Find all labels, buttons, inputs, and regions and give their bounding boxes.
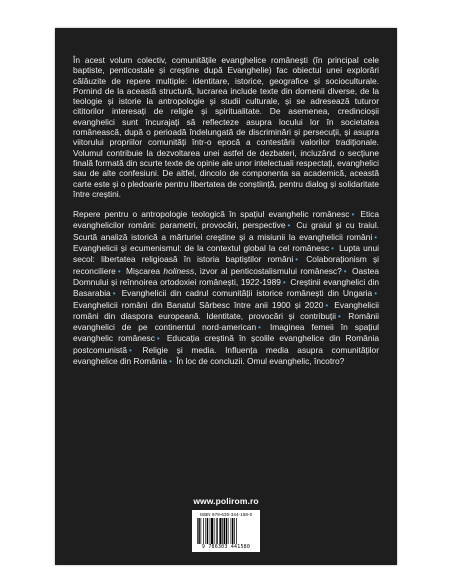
bullet-icon: •	[343, 266, 347, 276]
toc-item: Oastea Domnului și reînnoirea ortodoxiei românești, 1922-1989	[73, 265, 380, 287]
bullet-icon: •	[374, 289, 378, 299]
bullet-icon: •	[169, 357, 172, 367]
toc-item: Repere pentru o antropologie teologică în spațiul evanghelic românesc	[73, 209, 350, 220]
bullet-icon: •	[337, 311, 341, 321]
toc-item: Lupta unui secol: libertatea religioasă în istoria baptiștilor români	[73, 243, 380, 265]
toc-item: Educația creștină în școlile evanghelice din România postcomunistă	[73, 333, 380, 355]
bullet-icon: •	[282, 277, 286, 287]
bullet-icon: •	[117, 266, 121, 276]
bullet-icon: •	[325, 300, 329, 310]
book-description: În acest volum colectiv, comunitățile evanghelice românești (în principal cele baptiste, penticostale și creștine după Evanghelie) fac obiectul unei explorări călăuzite de repere multiple: identitare, istorice, geografice și socioculturale. Pornind de la această structură, lucrarea include texte din domenii diverse, de la teologie și istorie la antropologie și studii culturale, și se adresează tuturor cititorilor interesați de religie și spiritualitate. De asemenea, credincioșii evanghelici sunt încurajați să reflecteze asupra locului lor în societatea românească, după o perioadă îndelungată de discriminări și persecuții, și asupra viitorului propriilor comunități într-o epocă a contestării valorilor tradiționale. Volumul contribuie la dezvoltarea unei astfel de dezbateri, incluzând o secțiune finală formată din scurte texte de opinie ale unor intelectuali respectați, evanghelici sau de alte confesiuni. De altfel, dincolo de componenta sa academică, această carte este și o pledoarie pentru libertatea de conștiință, pentru dialog și solidaritate între creștini.	[73, 55, 379, 199]
bullet-icon: •	[351, 210, 355, 220]
cover-text	[73, 55, 379, 377]
barcode-digits: 9 786303 441580	[201, 544, 251, 550]
bullet-icon: •	[295, 255, 299, 265]
toc-item: Evanghelicii români din Banatul Sârbesc între anii 1900 și 2020	[73, 299, 324, 310]
toc-item: Românii evanghelici de pe continentul nord-american	[73, 310, 380, 333]
publisher-website: www.polirom.ro	[193, 496, 259, 506]
toc-item: Mișcarea holiness, izvor al penticostalismului românesc?	[126, 265, 342, 276]
bullet-icon: •	[112, 289, 116, 299]
toc-item: Cu graiul și cu traiul. Scurtă analiză istorică a mărturiei creștine și a misiunii la evanghelicii români	[73, 220, 380, 242]
publisher-block	[55, 496, 397, 552]
book-back-cover	[55, 28, 397, 565]
toc-item: Evanghelicii din cadrul comunității istorice românești din Ungaria	[121, 288, 373, 299]
toc-item: Imaginea femeii în spațiul evanghelic românesc	[73, 322, 380, 344]
toc-item: Etica evanghelicilor români: parametri, provocări, perspective	[73, 209, 380, 231]
bullet-icon: •	[258, 323, 261, 333]
toc-item: Religie și media. Influența media asupra comunităților evanghelice din România	[73, 344, 379, 367]
bullet-icon: •	[331, 244, 334, 254]
table-of-contents	[73, 209, 379, 367]
toc-item: Creștinii evanghelici din Basarabia	[73, 276, 380, 299]
isbn-label: ISBN 978-630-344-158-0	[199, 512, 253, 517]
toc-item: Evanghelicii și ecumenismul: de la contextul global la cel românesc	[73, 243, 330, 254]
toc-item: Colaboraționism și reconciliere	[73, 254, 380, 276]
bullet-icon: •	[129, 345, 132, 355]
bullet-icon: •	[156, 334, 160, 344]
toc-item: În loc de concluzii. Omul evanghelic, încotro?	[176, 356, 345, 367]
barcode	[192, 510, 260, 552]
bullet-icon: •	[287, 221, 291, 231]
bullet-icon: •	[374, 232, 377, 242]
toc-item: Evanghelicii români din diaspora europeană. Identitate, provocări și contribuții	[73, 299, 379, 321]
barcode-bars	[197, 518, 255, 544]
